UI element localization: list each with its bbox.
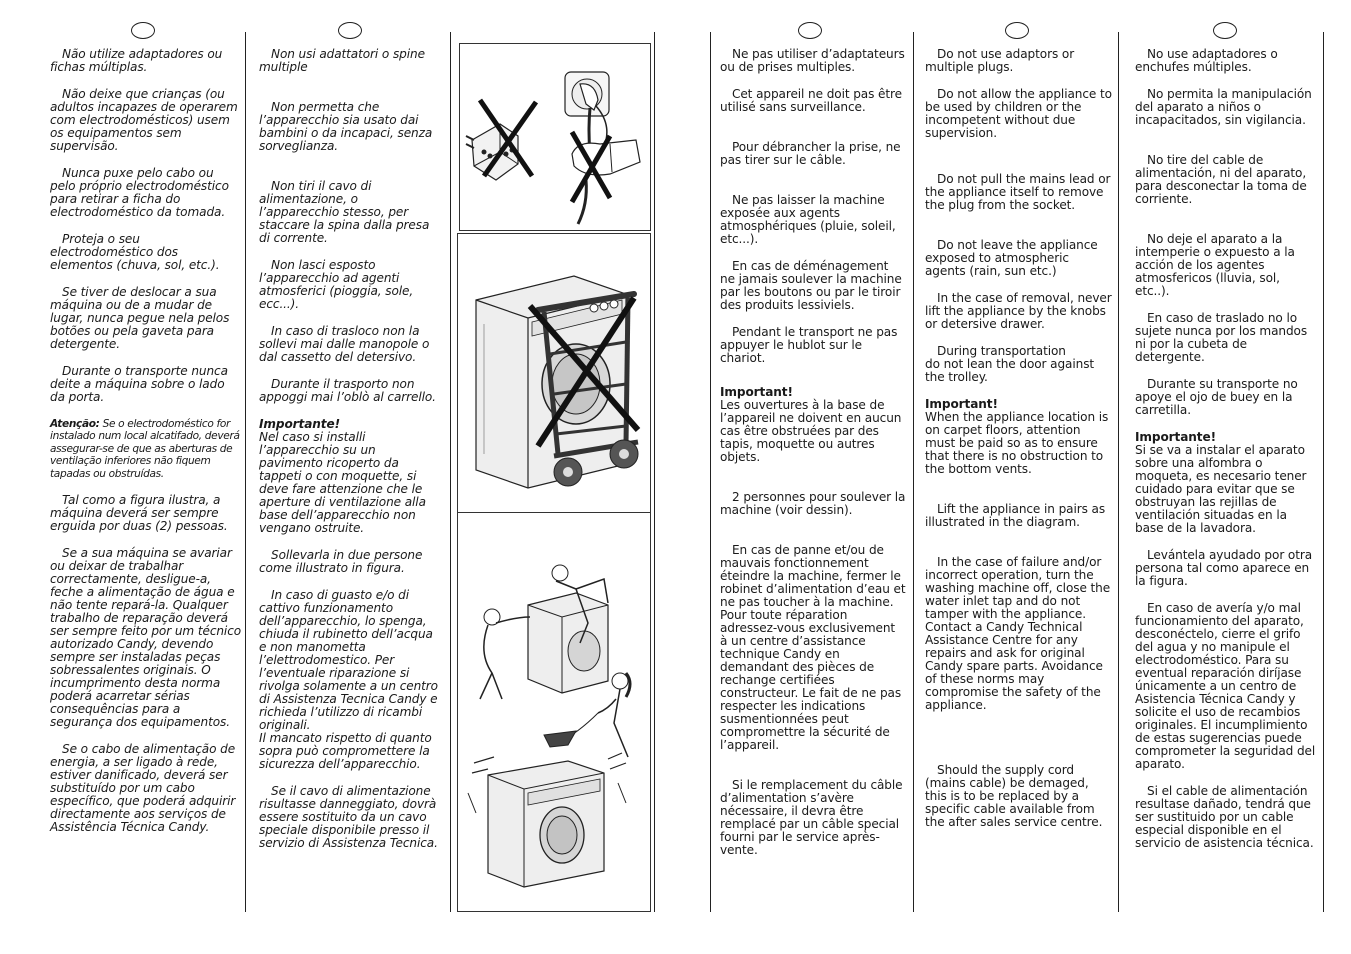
it-children: Non permetta che l’apparecchio sia usato dai bambini o da incapaci, senza sorveglianza. — [259, 100, 433, 153]
column-italian — [259, 48, 441, 850]
en-cable: Do not pull the mains lead or the appliance itself to remove the plug from the socket. — [925, 172, 1111, 212]
column-portuguese — [50, 48, 242, 834]
en-transport-trolley: do not lean the door against the trolley. — [925, 357, 1095, 384]
es-important-text: Si se va a instalar el aparato sobre una alfombra o moqueta, es necesario tener cuidado para evitar que se obstruyan las rejillas de ventilación situadas en la base de la lavadora. — [1135, 443, 1307, 535]
pt-attention-text: Se o electrodoméstico for instalado num local alcatifado, deverá assegurar-se de que as aberturas de ventilação inferiores não fiquem tapadas ou obstruídas. — [50, 418, 240, 480]
pt-children: Não deixe que crianças (ou adultos incapazes de operarem com electrodomésticos) usem os equipamentos sem supervisão. — [50, 87, 238, 153]
language-marker-it — [338, 22, 362, 39]
fr-important-heading: Important! — [720, 385, 793, 399]
pt-cable: Nunca puxe pelo cabo ou pelo próprio electrodoméstico para retirar a ficha do electrodoméstico da tomada. — [50, 166, 229, 219]
en-important-text: When the appliance location is on carpet floors, attention must be paid so as to ensure that there is no obstruction to the bottom vents. — [925, 410, 1109, 476]
column-french — [720, 48, 906, 857]
it-adaptors: Non usi adattatori o spine multiple — [259, 47, 425, 74]
column-divider — [654, 32, 655, 912]
it-supply-cord: Se il cavo di alimentazione risultasse danneggiato, dovrà essere sostituito da un cavo speciale disponibile presso il servizio di Assistenza Tecnica. — [259, 784, 438, 850]
pt-attention-note — [50, 418, 242, 480]
es-supply-cord: Si el cable de alimentación resultase dañado, tendrá que ser sustituido por un cable especial disponible en el servicio de asistencia técnica. — [1135, 784, 1314, 850]
en-failure: In the case of failure and/or incorrect operation, turn the washing machine off, close the water inlet tap and do not tamper with the appliance. Contact a Candy Technical Assistance Centre for any repairs and ask for original Candy spare parts. Avoidance of these norms may compromise the safety of the appliance. — [925, 555, 1111, 712]
fr-lift: 2 personnes pour soulever la machine (voir dessin). — [720, 490, 906, 517]
fr-supervision: Cet appareil ne doit pas être utilisé sans surveillance. — [720, 87, 902, 114]
en-transport: During transportation — [937, 344, 1066, 358]
en-important-heading: Important! — [925, 397, 998, 411]
figure-lift-and-assistance — [457, 513, 651, 912]
column-divider — [1323, 32, 1324, 912]
pt-adaptors: Não utilize adaptadores ou fichas múltiplas. — [50, 47, 223, 74]
pt-attention-label: Atenção: — [50, 418, 100, 430]
figure-no-adaptor — [459, 43, 651, 231]
column-divider — [245, 32, 246, 912]
es-failure: En caso de avería y/o mal funcionamiento del aparato, desconéctelo, cierre el grifo del agua y no manipule el electrodoméstico. Para su eventual reparación diríjase únicamente a un centro de Asistencia Técnica Candy y solicite el uso de recambios originales. El incumplimiento de estas sugerencias puede comprometer la seguridad del aparato. — [1135, 601, 1316, 771]
en-moving: In the case of removal, never lift the appliance by the knobs or detersive drawer. — [925, 291, 1112, 331]
fr-moving: En cas de déménagement ne jamais soulever la machine par les boutons ou par le tiroir des produits lessiviels. — [720, 259, 902, 312]
pt-transport: Durante o transporte nunca deite a máquina sobre o lado da porta. — [50, 364, 228, 404]
fr-failure: En cas de panne et/ou de mauvais fonctionnement éteindre la machine, fermer le robinet d’alimentation d’eau et ne pas toucher à la machine. Pour toute réparation adressez-vous exclusivement à un centre d’assistance technique Candy en demandant des pièces de rechange certifiées constructeur. Le fait de ne pas respecter les indications susmentionnées peut compromettre la sécurité de l’appareil. — [720, 543, 906, 752]
fr-important-text: Les ouvertures à la base de l’appareil ne doivent en aucun cas être obstruées par des tapis, moquette ou autres objets. — [720, 398, 902, 464]
en-children: Do not allow the appliance to be used by children or the incompetent without due supervision. — [925, 87, 1112, 140]
es-adaptors: No use adaptadores o enchufes múltiples. — [1135, 47, 1278, 74]
en-lift: Lift the appliance in pairs as illustrated in the diagram. — [925, 502, 1106, 529]
fr-elements: Ne pas laisser la machine exposée aux agents atmosphériques (pluie, soleil, etc...). — [720, 193, 896, 246]
language-marker-es — [1213, 22, 1237, 39]
column-divider — [450, 32, 451, 912]
lift-and-assistance-illustration — [458, 513, 650, 911]
it-transport: Durante il trasporto non appoggi mai l’oblò al carrello. — [259, 377, 436, 404]
language-marker-pt — [131, 22, 155, 39]
fr-transport: Pendant le transport ne pas appuyer le hublot sur le chariot. — [720, 325, 898, 365]
it-failure-warning: Il mancato rispetto di quanto sopra può compromettere la sicurezza dell’apparecchio. — [259, 731, 432, 771]
column-spanish — [1135, 48, 1317, 850]
es-important-heading: Importante! — [1135, 430, 1216, 444]
figure-no-trolley — [457, 233, 651, 513]
fr-supply-cord: Si le remplacement du câble d’alimentation s’avère nécessaire, il devra être remplacé par un câble special fourni par le service après-vente. — [720, 778, 903, 857]
it-moving: In caso di trasloco non la sollevi mai dalle manopole o dal cassetto del detersivo. — [259, 324, 430, 364]
pt-supply-cord: Se o cabo de alimentação de energia, a ser ligado à rede, estiver danificado, deverá ser substituído por um cabo específico, que poderá adquirir directamente aos serviços de Assistência Técnica Candy. — [50, 742, 236, 835]
language-marker-en — [1005, 22, 1029, 39]
pt-lift: Tal como a figura ilustra, a máquina deverá ser sempre erguida por duas (2) pessoas. — [50, 493, 228, 534]
es-lift: Levántela ayudado por otra persona tal como aparece en la figura. — [1135, 548, 1313, 588]
language-marker-fr — [798, 22, 822, 39]
es-transport: Durante su transporte no apoye el ojo de buey en la carretilla. — [1135, 377, 1298, 417]
it-important-heading: Importante! — [259, 417, 340, 431]
column-divider — [913, 32, 914, 912]
column-english — [925, 48, 1113, 829]
en-elements: Do not leave the appliance exposed to atmospheric agents (rain, sun etc.) — [925, 238, 1098, 278]
es-elements: No deje el aparato a la intemperie o expuesto a la acción de los agentes atmosfericos (lluvia, sol, etc..). — [1135, 232, 1295, 298]
column-divider — [1118, 32, 1119, 912]
no-adaptor-illustration — [460, 44, 650, 230]
fr-cable: Pour débrancher la prise, ne pas tirer sur le câble. — [720, 140, 901, 167]
en-adaptors: Do not use adaptors or multiple plugs. — [925, 47, 1075, 74]
it-elements: Non lasci esposto l’apparecchio ad agenti atmosferici (pioggia, sole, ecc...). — [259, 258, 414, 311]
column-divider — [710, 32, 711, 912]
es-children: No permita la manipulación del aparato a niños o incapacitados, sin vigilancia. — [1135, 87, 1312, 127]
pt-moving: Se tiver de deslocar a sua máquina ou de a mudar de lugar, nunca pegue nela pelos botões ou pela gaveta para detergente. — [50, 285, 230, 351]
es-moving: En caso de traslado no lo sujete nunca por los mandos ni por la cubeta de detergente. — [1135, 311, 1308, 364]
it-important-text: Nel caso si installi l’apparecchio su un pavimento ricoperto da tappeti o con moquette, si deve fare attenzione che le aperture di ventilazione alla base dell’apparecchio non vengano ostruite. — [259, 430, 426, 535]
pt-elements: Proteja o seu electrodoméstico dos elementos (chuva, sol, etc.). — [50, 232, 220, 272]
it-failure: In caso di guasto e/o di cattivo funzionamento dell’apparecchio, lo spenga, chiuda il rubinetto dell’acqua e non manometta l’elettrodomestico. Per l’eventuale riparazione si rivolga solamente a un centro di Assistenza Tecnica Candy e richieda l’utilizzo di ricambi originali. — [259, 588, 438, 732]
it-lift: Sollevarla in due persone come illustrato in figura. — [259, 548, 423, 575]
en-supply-cord: Should the supply cord (mains cable) be demaged, this is to be replaced by a specific cable available from the after sales service centre. — [925, 763, 1103, 829]
pt-failure: Se a sua máquina se avariar ou deixar de trabalhar correctamente, desligue-a, feche a alimentação de água e não tente repará-la. Qualquer trabalho de reparação deverá ser sempre feito por um técnico autorizado Candy, devendo sempre ser instaladas peças sobressalentes originais. O incumprimento desta norma poderá acarretar sérias consequências para a segurança dos equipamentos. — [50, 546, 242, 730]
it-cable: Non tiri il cavo di alimentazione, o l’apparecchio stesso, per staccare la spina dalla presa di corrente. — [259, 179, 430, 245]
no-trolley-illustration — [458, 234, 650, 512]
es-cable: No tire del cable de alimentación, ni del aparato, para desconectar la toma de corriente. — [1135, 153, 1307, 206]
fr-adaptors: Ne pas utiliser d’adaptateurs ou de prises multiples. — [720, 47, 905, 74]
